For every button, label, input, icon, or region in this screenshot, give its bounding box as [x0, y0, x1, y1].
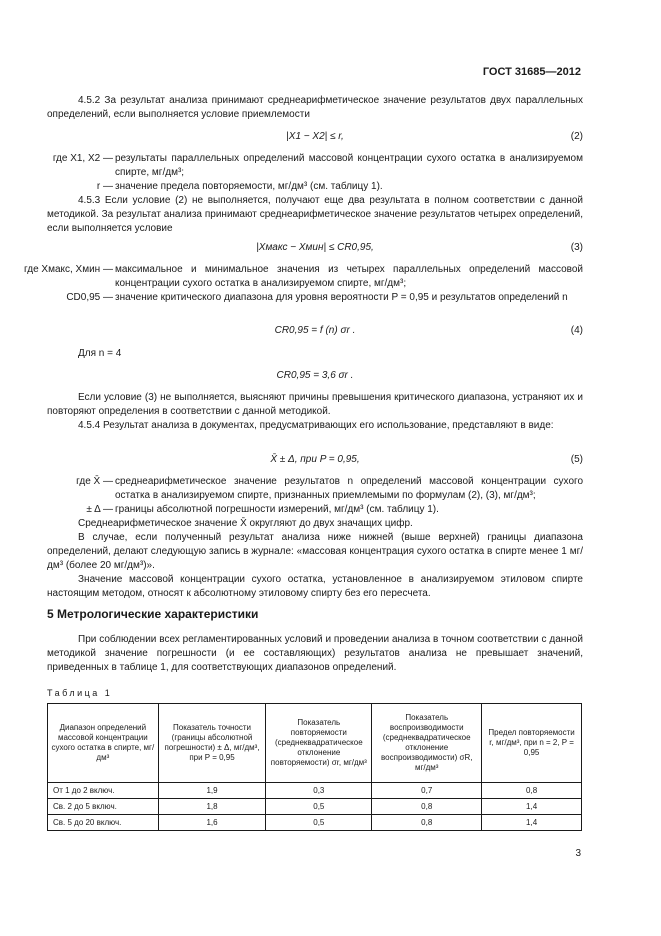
formula-2-text: |X1 − X2| ≤ r, [286, 131, 344, 142]
table-cell: 0,3 [266, 783, 372, 799]
definition-text: максимальное и минимальное значения из четырех параллельных определений массовой концентрации сухого остатка в анализируемом спирте, мг/дм³; [115, 264, 583, 290]
definition-text: среднеарифметическое значение результатов n определений массовой концентрации сухого остатка в анализируемом спирте, признанных приемлемыми по формулам (2), (3), мг/дм³; [115, 476, 583, 502]
table-cell: 0,8 [372, 799, 482, 815]
paragraph-note: Значение массовой концентрации сухого остатка, установленное в анализируемом этиловом спирте настоящим методом, относят к абсолютному этиловому спирту без его пересчета. [47, 574, 583, 600]
definition-delta [47, 503, 583, 517]
definition-term: ± Δ — [86, 504, 113, 515]
formula-5 [47, 453, 583, 467]
formula-2-number: (2) [570, 131, 583, 142]
definition-term: r — [96, 181, 113, 192]
paragraph-4-5-3: 4.5.3 Если условие (2) не выполняется, получают еще два результата в полном соответствии с данной методикой. За результат анализа принимают среднеарифметическое значение результатов четырех определений, если выполняется условие [47, 195, 583, 235]
table-header-cell: Показатель точности (границы абсолютной погрешности) ± Δ, мг/дм³, при P = 0,95 [158, 704, 266, 783]
definition-r [47, 180, 583, 194]
definition-x1-x2 [47, 152, 583, 180]
table-cell: 1,9 [158, 783, 266, 799]
table-cell: 1,4 [482, 815, 582, 831]
table-cell: 0,5 [266, 799, 372, 815]
paragraph-rounding: Среднеарифметическое значение X̄ округляют до двух значащих цифр. [78, 518, 413, 529]
definition-term: где Xмакс, Xмин — [24, 264, 113, 275]
table-header-row [48, 704, 582, 783]
formula-4-text: CR0,95 = f (n) σr . [274, 325, 356, 336]
definition-text: значение предела повторяемости, мг/дм³ (см. таблицу 1). [115, 181, 383, 192]
definition-term: где X1, X2 — [52, 153, 113, 164]
definition-xmax-xmin [24, 263, 583, 291]
table-cell: От 1 до 2 включ. [48, 783, 159, 799]
table-header-cell: Показатель повторяемости (среднеквадратическое отклонение повторяемости) σr, мг/дм³ [266, 704, 372, 783]
formula-cr-n4 [47, 369, 583, 383]
table-cell: 1,8 [158, 799, 266, 815]
definition-xbar [47, 475, 583, 503]
table-cell: 1,6 [158, 815, 266, 831]
formula-5-text: X̄ ± Δ, при P = 0,95, [270, 454, 360, 465]
standard-header: ГОСТ 31685—2012 [482, 66, 581, 78]
table-cell: 0,7 [372, 783, 482, 799]
table-cell: 1,4 [482, 799, 582, 815]
table-caption: Таблица 1 [47, 688, 113, 698]
table-cell: 0,5 [266, 815, 372, 831]
metrology-table [47, 703, 582, 831]
page-number: 3 [575, 848, 581, 859]
definition-text: результаты параллельных определений массовой концентрации сухого остатка в анализируемом спирте, мг/дм³; [115, 153, 583, 179]
formula-2 [47, 130, 583, 144]
formula-cr-n4-text: CR0,95 = 3,6 σr . [276, 370, 354, 381]
table-cell: 0,8 [482, 783, 582, 799]
section-5-heading: 5 Метрологические характеристики [47, 607, 259, 621]
table-row [48, 799, 582, 815]
table-row [48, 815, 582, 831]
paragraph-section-5: При соблюдении всех регламентированных условий и проведении анализа в точном соответствии с данной методикой значение погрешности (и ее составляющих) результатов анализа не превышает значений, приведенных в таблице 1, для соответствующих диапазонов определений. [47, 634, 583, 674]
formula-3-number: (3) [570, 242, 583, 253]
paragraph-out-of-range: В случае, если полученный результат анализа ниже нижней (выше верхней) границы диапазона определений, делают следующую запись в журнале: «массовая концентрация сухого остатка в спирте менее 1 мг/дм³ (более 20 мг/дм³)». [47, 532, 583, 572]
formula-5-number: (5) [570, 454, 583, 465]
formula-3 [47, 241, 583, 255]
definition-text: значение критического диапазона для уровня вероятности P = 0,95 и результатов определений n [115, 292, 568, 303]
table-cell: Св. 2 до 5 включ. [48, 799, 159, 815]
formula-4 [47, 324, 583, 338]
formula-4-number: (4) [570, 325, 583, 336]
table-header-cell: Диапазон определений массовой концентрации сухого остатка в спирте, мг/дм³ [48, 704, 159, 783]
table-cell: 0,8 [372, 815, 482, 831]
table-header-cell: Показатель воспроизводимости (среднеквадратическое отклонение воспроизводимости) σR, мг/дм³ [372, 704, 482, 783]
table-header-cell: Предел повторяемости r, мг/дм³, при n = 2, P = 0,95 [482, 704, 582, 783]
definition-cd [47, 291, 583, 305]
n-equals-line: Для n = 4 [78, 348, 122, 359]
paragraph-4-5-2: 4.5.2 За результат анализа принимают среднеарифметическое значение результатов двух параллельных определений, если выполняется условие приемлемости [47, 95, 583, 121]
definition-text: границы абсолютной погрешности измерений, мг/дм³ (см. таблицу 1). [115, 504, 439, 515]
formula-3-text: |Xмакс − Xмин| ≤ CR0,95, [256, 242, 374, 253]
paragraph-4-5-4: 4.5.4 Результат анализа в документах, предусматривающих его использование, представляют в виде: [78, 420, 554, 431]
paragraph-condition-fail: Если условие (3) не выполняется, выясняют причины превышения критического диапазона, устраняют их и повторяют определения в соответствии с данной методикой. [47, 392, 583, 418]
table-row [48, 783, 582, 799]
definition-term: CD0,95 — [66, 292, 113, 303]
definition-term: где X̄ — [76, 476, 113, 487]
table-cell: Св. 5 до 20 включ. [48, 815, 159, 831]
